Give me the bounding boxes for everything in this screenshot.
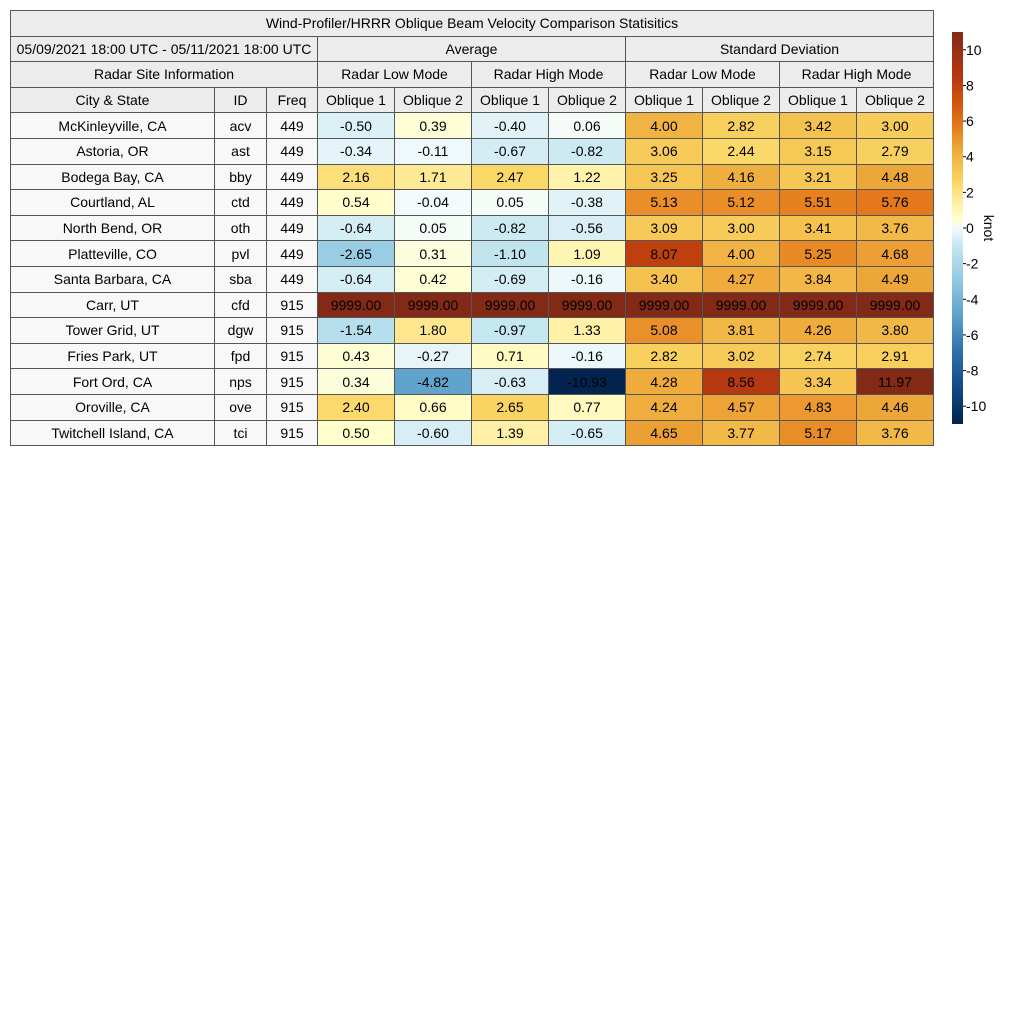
value-cell: 9999.00 bbox=[857, 292, 934, 318]
city-cell: Courtland, AL bbox=[11, 190, 215, 216]
value-cell: 0.43 bbox=[318, 343, 395, 369]
table-row bbox=[11, 266, 934, 292]
city-cell: Astoria, OR bbox=[11, 138, 215, 164]
frequency-cell: 449 bbox=[267, 138, 318, 164]
value-cell: 3.09 bbox=[626, 215, 703, 241]
value-cell: 0.42 bbox=[395, 266, 472, 292]
column-header: Oblique 1 bbox=[780, 87, 857, 113]
colorbar-unit-label: knot bbox=[981, 214, 997, 242]
value-cell: 5.17 bbox=[780, 420, 857, 446]
value-cell: 5.25 bbox=[780, 241, 857, 267]
value-cell: 1.09 bbox=[549, 241, 626, 267]
city-cell: Fries Park, UT bbox=[11, 343, 215, 369]
frequency-cell: 449 bbox=[267, 215, 318, 241]
value-cell: 3.00 bbox=[857, 113, 934, 139]
value-cell: 0.05 bbox=[472, 190, 549, 216]
value-cell: 4.46 bbox=[857, 394, 934, 420]
frequency-cell: 449 bbox=[267, 164, 318, 190]
city-cell: Tower Grid, UT bbox=[11, 318, 215, 344]
value-cell: 9999.00 bbox=[395, 292, 472, 318]
value-cell: -0.04 bbox=[395, 190, 472, 216]
site-id-cell: acv bbox=[215, 113, 267, 139]
value-cell: 4.27 bbox=[703, 266, 780, 292]
value-cell: 0.66 bbox=[395, 394, 472, 420]
table-row bbox=[11, 113, 934, 139]
city-cell: Platteville, CO bbox=[11, 241, 215, 267]
value-cell: 1.80 bbox=[395, 318, 472, 344]
column-header: Oblique 2 bbox=[703, 87, 780, 113]
column-header-row bbox=[11, 87, 934, 113]
site-id-cell: dgw bbox=[215, 318, 267, 344]
site-id-cell: ast bbox=[215, 138, 267, 164]
column-header: Oblique 2 bbox=[395, 87, 472, 113]
value-cell: 3.15 bbox=[780, 138, 857, 164]
frequency-cell: 449 bbox=[267, 241, 318, 267]
site-id-cell: cfd bbox=[215, 292, 267, 318]
value-cell: 1.39 bbox=[472, 420, 549, 446]
value-cell: 0.39 bbox=[395, 113, 472, 139]
radar-site-info-header: Radar Site Information bbox=[11, 62, 318, 88]
value-cell: 3.42 bbox=[780, 113, 857, 139]
value-cell: -10.93 bbox=[549, 369, 626, 395]
value-cell: 3.40 bbox=[626, 266, 703, 292]
city-cell: Carr, UT bbox=[11, 292, 215, 318]
value-cell: -0.65 bbox=[549, 420, 626, 446]
frequency-cell: 915 bbox=[267, 292, 318, 318]
value-cell: 2.82 bbox=[626, 343, 703, 369]
value-cell: -0.69 bbox=[472, 266, 549, 292]
frequency-cell: 915 bbox=[267, 343, 318, 369]
value-cell: 4.00 bbox=[703, 241, 780, 267]
site-id-cell: pvl bbox=[215, 241, 267, 267]
avg-low-mode-header: Radar Low Mode bbox=[318, 62, 472, 88]
avg-high-mode-header: Radar High Mode bbox=[472, 62, 626, 88]
value-cell: -4.82 bbox=[395, 369, 472, 395]
column-header: City & State bbox=[11, 87, 215, 113]
value-cell: 3.81 bbox=[703, 318, 780, 344]
value-cell: 9999.00 bbox=[780, 292, 857, 318]
site-id-cell: ove bbox=[215, 394, 267, 420]
std-high-mode-header: Radar High Mode bbox=[780, 62, 934, 88]
value-cell: 5.51 bbox=[780, 190, 857, 216]
table-row bbox=[11, 292, 934, 318]
colorbar-tick-label: -10 bbox=[966, 398, 987, 415]
table-row bbox=[11, 138, 934, 164]
value-cell: -0.97 bbox=[472, 318, 549, 344]
value-cell: 9999.00 bbox=[549, 292, 626, 318]
value-cell: -0.27 bbox=[395, 343, 472, 369]
value-cell: -0.64 bbox=[318, 266, 395, 292]
value-cell: -0.40 bbox=[472, 113, 549, 139]
std-low-mode-header: Radar Low Mode bbox=[626, 62, 780, 88]
table-row bbox=[11, 215, 934, 241]
value-cell: 3.06 bbox=[626, 138, 703, 164]
value-cell: -0.60 bbox=[395, 420, 472, 446]
value-cell: 4.68 bbox=[857, 241, 934, 267]
value-cell: -0.16 bbox=[549, 266, 626, 292]
value-cell: 5.76 bbox=[857, 190, 934, 216]
site-id-cell: fpd bbox=[215, 343, 267, 369]
site-id-cell: nps bbox=[215, 369, 267, 395]
period-label: 05/09/2021 18:00 UTC - 05/11/2021 18:00 UTC bbox=[11, 36, 318, 62]
colorbar-tick-label: 4 bbox=[966, 148, 974, 165]
city-cell: Bodega Bay, CA bbox=[11, 164, 215, 190]
value-cell: -0.50 bbox=[318, 113, 395, 139]
table-title: Wind-Profiler/HRRR Oblique Beam Velocity Comparison Statisitics bbox=[11, 11, 934, 37]
value-cell: 3.77 bbox=[703, 420, 780, 446]
table-row bbox=[11, 343, 934, 369]
frequency-cell: 915 bbox=[267, 369, 318, 395]
value-cell: -2.65 bbox=[318, 241, 395, 267]
value-cell: 9999.00 bbox=[703, 292, 780, 318]
colorbar-tick-label: -6 bbox=[966, 326, 979, 343]
value-cell: 9999.00 bbox=[318, 292, 395, 318]
value-cell: -0.82 bbox=[472, 215, 549, 241]
frequency-cell: 915 bbox=[267, 420, 318, 446]
statistics-table bbox=[10, 10, 934, 446]
value-cell: -0.63 bbox=[472, 369, 549, 395]
value-cell: 4.00 bbox=[626, 113, 703, 139]
site-id-cell: tci bbox=[215, 420, 267, 446]
colorbar-tick-label: 6 bbox=[966, 113, 974, 130]
site-id-cell: sba bbox=[215, 266, 267, 292]
colorbar-tick-label: 2 bbox=[966, 184, 974, 201]
value-cell: -0.38 bbox=[549, 190, 626, 216]
frequency-cell: 449 bbox=[267, 190, 318, 216]
value-cell: -0.11 bbox=[395, 138, 472, 164]
table-row bbox=[11, 318, 934, 344]
value-cell: 2.91 bbox=[857, 343, 934, 369]
frequency-cell: 915 bbox=[267, 394, 318, 420]
value-cell: 3.21 bbox=[780, 164, 857, 190]
value-cell: 2.65 bbox=[472, 394, 549, 420]
value-cell: 0.34 bbox=[318, 369, 395, 395]
value-cell: 4.24 bbox=[626, 394, 703, 420]
column-header: ID bbox=[215, 87, 267, 113]
value-cell: 3.84 bbox=[780, 266, 857, 292]
column-header: Oblique 1 bbox=[626, 87, 703, 113]
value-cell: -0.34 bbox=[318, 138, 395, 164]
value-cell: 2.74 bbox=[780, 343, 857, 369]
value-cell: 2.44 bbox=[703, 138, 780, 164]
value-cell: 4.65 bbox=[626, 420, 703, 446]
value-cell: 3.80 bbox=[857, 318, 934, 344]
frequency-cell: 449 bbox=[267, 266, 318, 292]
value-cell: -1.54 bbox=[318, 318, 395, 344]
value-cell: 0.71 bbox=[472, 343, 549, 369]
value-cell: 4.57 bbox=[703, 394, 780, 420]
column-header: Freq bbox=[267, 87, 318, 113]
table-row bbox=[11, 190, 934, 216]
value-cell: 4.26 bbox=[780, 318, 857, 344]
city-cell: North Bend, OR bbox=[11, 215, 215, 241]
value-cell: 0.50 bbox=[318, 420, 395, 446]
city-cell: Twitchell Island, CA bbox=[11, 420, 215, 446]
colorbar-tick-label: -8 bbox=[966, 362, 979, 379]
value-cell: -0.56 bbox=[549, 215, 626, 241]
value-cell: 3.02 bbox=[703, 343, 780, 369]
value-cell: 0.05 bbox=[395, 215, 472, 241]
table-row bbox=[11, 164, 934, 190]
city-cell: Fort Ord, CA bbox=[11, 369, 215, 395]
table-row bbox=[11, 394, 934, 420]
value-cell: 1.71 bbox=[395, 164, 472, 190]
column-header: Oblique 2 bbox=[549, 87, 626, 113]
value-cell: 2.16 bbox=[318, 164, 395, 190]
value-cell: -1.10 bbox=[472, 241, 549, 267]
value-cell: -0.67 bbox=[472, 138, 549, 164]
site-id-cell: bby bbox=[215, 164, 267, 190]
value-cell: 2.40 bbox=[318, 394, 395, 420]
colorbar-tick-label: -2 bbox=[966, 255, 979, 272]
value-cell: 11.97 bbox=[857, 369, 934, 395]
table-row bbox=[11, 369, 934, 395]
value-cell: -0.16 bbox=[549, 343, 626, 369]
value-cell: -0.64 bbox=[318, 215, 395, 241]
value-cell: 3.76 bbox=[857, 420, 934, 446]
value-cell: 1.22 bbox=[549, 164, 626, 190]
value-cell: -0.82 bbox=[549, 138, 626, 164]
value-cell: 0.06 bbox=[549, 113, 626, 139]
colorbar-tick-label: 10 bbox=[966, 41, 982, 58]
column-header: Oblique 1 bbox=[318, 87, 395, 113]
value-cell: 5.08 bbox=[626, 318, 703, 344]
frequency-cell: 449 bbox=[267, 113, 318, 139]
value-cell: 9999.00 bbox=[626, 292, 703, 318]
colorbar-scale bbox=[952, 32, 963, 424]
value-cell: 5.13 bbox=[626, 190, 703, 216]
value-cell: 4.28 bbox=[626, 369, 703, 395]
value-cell: 3.34 bbox=[780, 369, 857, 395]
site-id-cell: oth bbox=[215, 215, 267, 241]
colorbar-tick-label: -4 bbox=[966, 291, 979, 308]
value-cell: 4.16 bbox=[703, 164, 780, 190]
value-cell: 3.25 bbox=[626, 164, 703, 190]
frequency-cell: 915 bbox=[267, 318, 318, 344]
value-cell: 9999.00 bbox=[472, 292, 549, 318]
column-header: Oblique 1 bbox=[472, 87, 549, 113]
value-cell: 0.77 bbox=[549, 394, 626, 420]
city-cell: Oroville, CA bbox=[11, 394, 215, 420]
value-cell: 2.82 bbox=[703, 113, 780, 139]
value-cell: 3.41 bbox=[780, 215, 857, 241]
value-cell: 0.54 bbox=[318, 190, 395, 216]
value-cell: 5.12 bbox=[703, 190, 780, 216]
city-cell: Santa Barbara, CA bbox=[11, 266, 215, 292]
value-cell: 3.76 bbox=[857, 215, 934, 241]
value-cell: 4.48 bbox=[857, 164, 934, 190]
value-cell: 2.79 bbox=[857, 138, 934, 164]
city-cell: McKinleyville, CA bbox=[11, 113, 215, 139]
column-header: Oblique 2 bbox=[857, 87, 934, 113]
colorbar-tick-label: 0 bbox=[966, 220, 974, 236]
colorbar-tick-label: 8 bbox=[966, 77, 974, 94]
site-id-cell: ctd bbox=[215, 190, 267, 216]
table-row bbox=[11, 420, 934, 446]
value-cell: 4.49 bbox=[857, 266, 934, 292]
value-cell: 3.00 bbox=[703, 215, 780, 241]
value-cell: 0.31 bbox=[395, 241, 472, 267]
colorbar bbox=[950, 30, 1020, 430]
value-cell: 4.83 bbox=[780, 394, 857, 420]
average-header: Average bbox=[318, 36, 626, 62]
value-cell: 2.47 bbox=[472, 164, 549, 190]
table-row bbox=[11, 241, 934, 267]
value-cell: 8.07 bbox=[626, 241, 703, 267]
value-cell: 8.56 bbox=[703, 369, 780, 395]
std-dev-header: Standard Deviation bbox=[626, 36, 934, 62]
value-cell: 1.33 bbox=[549, 318, 626, 344]
